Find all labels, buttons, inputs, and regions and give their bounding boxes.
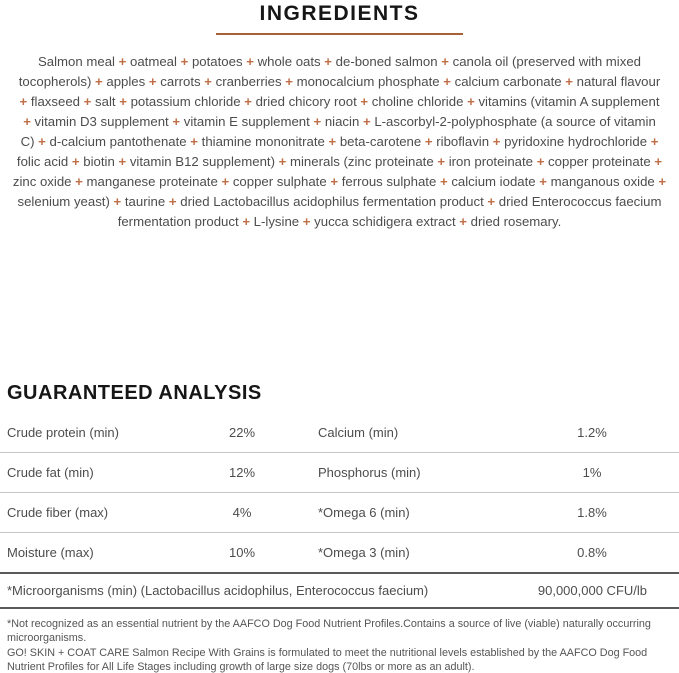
- nutrient-value: 4%: [232, 505, 252, 520]
- ingredients-title-rule: [216, 33, 463, 35]
- ingredients-title: INGREDIENTS: [259, 2, 420, 25]
- nutrient-value: 1.8%: [577, 505, 607, 520]
- nutrient-label: Crude fiber (max): [7, 505, 109, 520]
- nutrient-label: Phosphorus (min): [318, 465, 421, 480]
- nutrient-value: 0.8%: [577, 545, 607, 560]
- footnote-aafco-nutrient: *Not recognized as an essential nutrient by the AAFCO Dog Food Nutrient Profiles.Contains a source of live (viable) naturally occurring microorganisms.: [7, 618, 651, 644]
- nutrient-value: 12%: [228, 465, 256, 480]
- nutrient-value: 10%: [228, 545, 256, 560]
- nutrient-label: Calcium (min): [318, 425, 399, 440]
- nutrient-label: *Microorganisms (min) (Lactobacillus acidophilus, Enterococcus faecium): [7, 583, 429, 598]
- ingredients-paragraph: Salmon meal + oatmeal + potatoes + whole oats + de-boned salmon + canola oil (preserved with mixed tocopherols) + apples + carrots + cranberries + monocalcium phosphate + calcium carbonate + natural flavour + flaxseed + salt + potassium chloride + dried chicory root + choline chloride + vitamins (vitamin A supplement + vitamin D3 supplement + vitamin E supplement + niacin + L-ascorbyl-2-polyphosphate (a source of vitamin C) + d-calcium pantothenate + thiamine mononitrate + beta-carotene + riboflavin + pyridoxine hydrochloride + folic acid + biotin + vitamin B12 supplement) + minerals (zinc proteinate + iron proteinate + copper proteinate + zinc oxide + manganese proteinate + copper sulphate + ferrous sulphate + calcium iodate + manganous oxide + selenium yeast) + taurine + dried Lactobacillus acidophilus fermentation product + dried Enterococcus faecium fermentation product + L-lysine + yucca schidigera extract + dried rosemary.: [12, 54, 667, 229]
- table-row-microorganisms: [0, 572, 679, 609]
- guaranteed-analysis-title: GUARANTEED ANALYSIS: [7, 382, 262, 404]
- table-row: [0, 493, 679, 533]
- nutrient-label: Crude protein (min): [7, 425, 119, 440]
- nutrient-value: 1%: [582, 465, 602, 480]
- nutrient-value: 90,000,000 CFU/lb: [537, 583, 647, 598]
- nutrient-label: *Omega 6 (min): [318, 505, 410, 520]
- table-row: [0, 533, 679, 572]
- nutrient-value: 1.2%: [577, 425, 607, 440]
- table-row: [0, 453, 679, 493]
- footnote-formulation-statement: GO! SKIN + COAT CARE Salmon Recipe With Grains is formulated to meet the nutritional levels established by the AAFCO Dog Food Nutrient Profiles for All Life Stages including growth of large size dogs (70lbs or more as an adult).: [7, 647, 648, 673]
- nutrient-value: 22%: [228, 425, 256, 440]
- nutrient-label: Moisture (max): [7, 545, 94, 560]
- nutrient-label: *Omega 3 (min): [318, 545, 410, 560]
- guaranteed-analysis-table: [0, 413, 679, 609]
- nutrient-label: Crude fat (min): [7, 465, 94, 480]
- table-row: [0, 413, 679, 453]
